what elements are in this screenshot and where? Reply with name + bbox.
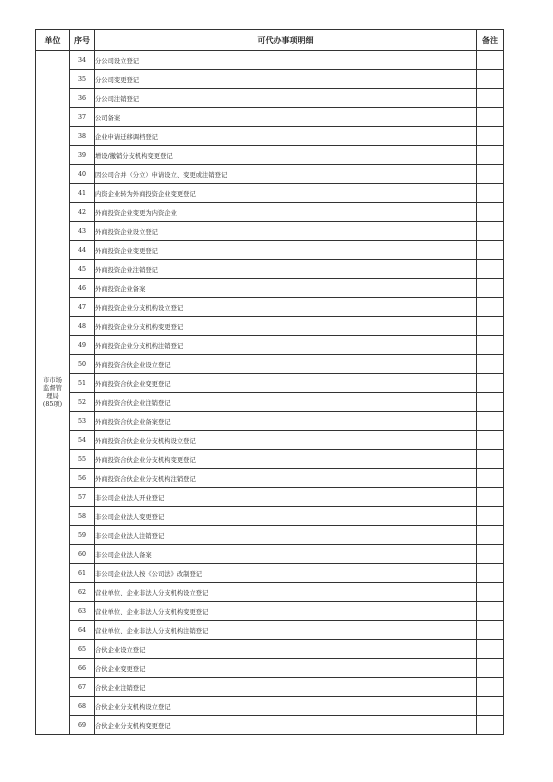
row-note <box>477 507 504 526</box>
row-item: 因公司合并（分立）申请设立、变更或注销登记 <box>95 165 477 184</box>
row-note <box>477 279 504 298</box>
header-items: 可代办事项明细 <box>95 30 477 51</box>
row-note <box>477 298 504 317</box>
table-row <box>36 298 504 317</box>
table-row <box>36 184 504 203</box>
row-note <box>477 450 504 469</box>
row-note <box>477 70 504 89</box>
row-note <box>477 127 504 146</box>
row-number: 64 <box>70 621 95 640</box>
row-note <box>477 89 504 108</box>
row-note <box>477 583 504 602</box>
row-item: 合伙企业设立登记 <box>95 640 477 659</box>
row-item: 外商投资企业分支机构设立登记 <box>95 298 477 317</box>
row-item: 外商投资合伙企业变更登记 <box>95 374 477 393</box>
row-item: 非公司企业法人开业登记 <box>95 488 477 507</box>
row-number: 53 <box>70 412 95 431</box>
table-row <box>36 355 504 374</box>
row-item: 外商投资合伙企业分支机构设立登记 <box>95 431 477 450</box>
row-note <box>477 412 504 431</box>
row-number: 36 <box>70 89 95 108</box>
row-item: 外商投资企业分支机构变更登记 <box>95 317 477 336</box>
row-item: 合伙企业变更登记 <box>95 659 477 678</box>
row-number: 61 <box>70 564 95 583</box>
row-number: 41 <box>70 184 95 203</box>
row-number: 57 <box>70 488 95 507</box>
row-note <box>477 393 504 412</box>
table-body <box>36 51 504 735</box>
table-row <box>36 697 504 716</box>
table-row <box>36 678 504 697</box>
row-note <box>477 184 504 203</box>
row-item: 分公司变更登记 <box>95 70 477 89</box>
row-item: 分公司设立登记 <box>95 51 477 70</box>
row-note <box>477 488 504 507</box>
row-number: 54 <box>70 431 95 450</box>
row-number: 68 <box>70 697 95 716</box>
row-number: 55 <box>70 450 95 469</box>
header-seq: 序号 <box>70 30 95 51</box>
row-number: 48 <box>70 317 95 336</box>
row-number: 40 <box>70 165 95 184</box>
table-row <box>36 469 504 488</box>
unit-label-line: 监督管 <box>43 384 62 392</box>
row-note <box>477 469 504 488</box>
row-note <box>477 431 504 450</box>
table-row <box>36 602 504 621</box>
row-number: 47 <box>70 298 95 317</box>
row-number: 63 <box>70 602 95 621</box>
row-number: 38 <box>70 127 95 146</box>
row-note <box>477 659 504 678</box>
row-note <box>477 146 504 165</box>
row-note <box>477 241 504 260</box>
unit-label-line: 理局 <box>46 392 59 400</box>
table-row <box>36 659 504 678</box>
row-number: 67 <box>70 678 95 697</box>
row-item: 非公司企业法人备案 <box>95 545 477 564</box>
row-number: 34 <box>70 51 95 70</box>
row-item: 外商投资合伙企业分支机构变更登记 <box>95 450 477 469</box>
row-note <box>477 260 504 279</box>
table-row <box>36 336 504 355</box>
table-row <box>36 108 504 127</box>
row-number: 66 <box>70 659 95 678</box>
row-note <box>477 526 504 545</box>
row-item: 营业单位、企业非法人分支机构注销登记 <box>95 621 477 640</box>
unit-label-line: (85项) <box>42 400 63 408</box>
row-number: 37 <box>70 108 95 127</box>
row-item: 非公司企业法人注销登记 <box>95 526 477 545</box>
table-row <box>36 545 504 564</box>
row-number: 58 <box>70 507 95 526</box>
table-row <box>36 564 504 583</box>
row-note <box>477 203 504 222</box>
row-number: 56 <box>70 469 95 488</box>
row-number: 50 <box>70 355 95 374</box>
table-row <box>36 412 504 431</box>
row-note <box>477 317 504 336</box>
row-item: 合伙企业分支机构变更登记 <box>95 716 477 735</box>
row-note <box>477 51 504 70</box>
row-note <box>477 564 504 583</box>
table-row <box>36 127 504 146</box>
header-note: 备注 <box>477 30 504 51</box>
row-item: 外商投资合伙企业注销登记 <box>95 393 477 412</box>
row-note <box>477 602 504 621</box>
row-item: 外商投资企业变更为内资企业 <box>95 203 477 222</box>
row-number: 59 <box>70 526 95 545</box>
row-item: 外商投资企业变更登记 <box>95 241 477 260</box>
row-item: 分公司注销登记 <box>95 89 477 108</box>
row-note <box>477 165 504 184</box>
table-row <box>36 431 504 450</box>
unit-label-line: 市市场 <box>43 376 62 384</box>
table-row <box>36 393 504 412</box>
row-note <box>477 355 504 374</box>
row-item: 公司备案 <box>95 108 477 127</box>
row-number: 49 <box>70 336 95 355</box>
row-item: 企业申请迁移调档登记 <box>95 127 477 146</box>
row-item: 外商投资企业注销登记 <box>95 260 477 279</box>
row-item: 外商投资企业备案 <box>95 279 477 298</box>
row-item: 非公司企业法人按《公司法》改制登记 <box>95 564 477 583</box>
row-item: 合伙企业注销登记 <box>95 678 477 697</box>
row-number: 39 <box>70 146 95 165</box>
row-item: 外商投资合伙企业分支机构注销登记 <box>95 469 477 488</box>
table-row <box>36 51 504 70</box>
row-number: 51 <box>70 374 95 393</box>
row-note <box>477 621 504 640</box>
row-note <box>477 678 504 697</box>
row-note <box>477 716 504 735</box>
row-number: 43 <box>70 222 95 241</box>
row-item: 外商投资合伙企业设立登记 <box>95 355 477 374</box>
row-number: 35 <box>70 70 95 89</box>
table-row <box>36 165 504 184</box>
table-row <box>36 583 504 602</box>
row-number: 45 <box>70 260 95 279</box>
header-unit: 单位 <box>36 30 70 51</box>
row-number: 44 <box>70 241 95 260</box>
table-row <box>36 89 504 108</box>
table-row <box>36 260 504 279</box>
row-number: 69 <box>70 716 95 735</box>
table-row <box>36 203 504 222</box>
unit-cell <box>36 51 70 735</box>
row-note <box>477 697 504 716</box>
row-item: 营业单位、企业非法人分支机构设立登记 <box>95 583 477 602</box>
table-row <box>36 374 504 393</box>
table-row <box>36 146 504 165</box>
table-row <box>36 640 504 659</box>
row-item: 营业单位、企业非法人分支机构变更登记 <box>95 602 477 621</box>
table-row <box>36 621 504 640</box>
table-row <box>36 279 504 298</box>
row-number: 52 <box>70 393 95 412</box>
table-row <box>36 70 504 89</box>
row-item: 增设/撤销分支机构变更登记 <box>95 146 477 165</box>
table-row <box>36 222 504 241</box>
row-note <box>477 336 504 355</box>
row-number: 65 <box>70 640 95 659</box>
row-item: 合伙企业分支机构设立登记 <box>95 697 477 716</box>
row-note <box>477 640 504 659</box>
table-row <box>36 317 504 336</box>
row-note <box>477 545 504 564</box>
row-number: 46 <box>70 279 95 298</box>
row-item: 内资企业转为外商投资企业变更登记 <box>95 184 477 203</box>
row-item: 外商投资企业分支机构注销登记 <box>95 336 477 355</box>
header-row <box>36 30 504 51</box>
items-table <box>35 29 504 735</box>
row-item: 非公司企业法人变更登记 <box>95 507 477 526</box>
row-note <box>477 222 504 241</box>
row-item: 外商投资合伙企业备案登记 <box>95 412 477 431</box>
table-row <box>36 507 504 526</box>
row-note <box>477 374 504 393</box>
table-row <box>36 716 504 735</box>
table-row <box>36 241 504 260</box>
table-row <box>36 450 504 469</box>
row-number: 62 <box>70 583 95 602</box>
table-row <box>36 488 504 507</box>
row-number: 60 <box>70 545 95 564</box>
table-row <box>36 526 504 545</box>
row-item: 外商投资企业设立登记 <box>95 222 477 241</box>
row-note <box>477 108 504 127</box>
row-number: 42 <box>70 203 95 222</box>
